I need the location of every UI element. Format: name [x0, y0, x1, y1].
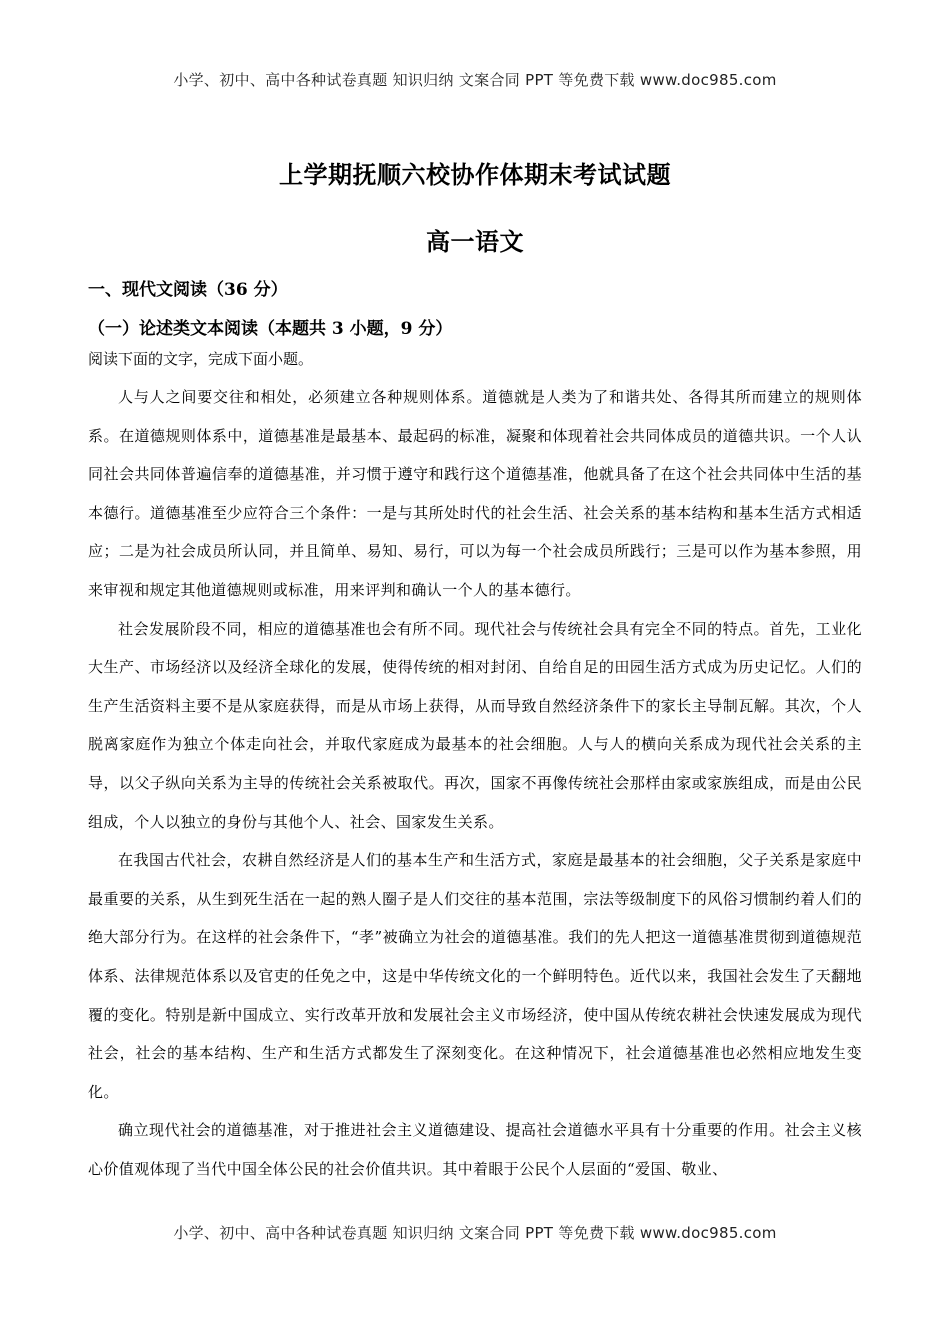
section-heading-part1-sub1: （一）论述类文本阅读（本题共 3 小题，9 分）	[88, 319, 453, 339]
reading-instruction: 阅读下面的文字，完成下面小题。	[88, 350, 314, 368]
subject-title: 高一语文	[426, 227, 524, 256]
footer-watermark: 小学、初中、高中各种试卷真题 知识归纳 文案合同 PPT 等免费下载 www.doc985.com	[173, 1224, 777, 1242]
reading-passage	[88, 378, 862, 1188]
passage-paragraph: 人与人之间要交往和相处，必须建立各种规则体系。道德就是人类为了和谐共处、各得其所而建立的规则体系。在道德规则体系中，道德基准是最基本、最起码的标准，凝聚和体现着社会共同体成员的道德共识。一个人认同社会共同体普遍信奉的道德基准，并习惯于遵守和践行这个道德基准，他就具备了在这个社会共同体中生活的基本德行。道德基准至少应符合三个条件：一是与其所处时代的社会生活、社会关系的基本结构和基本生活方式相适应；二是为社会成员所认同，并且简单、易知、易行，可以为每一个社会成员所践行；三是可以作为基本参照，用来审视和规定其他道德规则或标准，用来评判和确认一个人的基本德行。	[88, 388, 862, 599]
passage-paragraph: 在我国古代社会，农耕自然经济是人们的基本生产和生活方式，家庭是最基本的社会细胞，父子关系是家庭中最重要的关系，从生到死生活在一起的熟人圈子是人们交往的基本范围，宗法等级制度下的风俗习惯制约着人们的绝大部分行为。在这样的社会条件下，“孝”被确立为社会的道德基准。我们的先人把这一道德基准贯彻到道德规范体系、法律规范体系以及官吏的任免之中，这是中华传统文化的一个鲜明特色。近代以来，我国社会发生了天翻地覆的变化。特别是新中国成立、实行改革开放和发展社会主义市场经济，使中国从传统农耕社会快速发展成为现代社会，社会的基本结构、生产和生活方式都发生了深刻变化。在这种情况下，社会道德基准也必然相应地发生变化。	[88, 851, 862, 1101]
passage-paragraph: 确立现代社会的道德基准，对于推进社会主义道德建设、提高社会道德水平具有十分重要的作用。社会主义核心价值观体现了当代中国全体公民的社会价值共识。其中着眼于公民个人层面的“爱国、敬业、	[88, 1121, 862, 1178]
section-heading-part1: 一、现代文阅读（36 分）	[88, 280, 288, 300]
exam-title: 上学期抚顺六校协作体期末考试试题	[279, 160, 671, 189]
header-watermark: 小学、初中、高中各种试卷真题 知识归纳 文案合同 PPT 等免费下载 www.doc985.com	[173, 71, 777, 89]
passage-paragraph: 社会发展阶段不同，相应的道德基准也会有所不同。现代社会与传统社会具有完全不同的特点。首先，工业化大生产、市场经济以及经济全球化的发展，使得传统的相对封闭、自给自足的田园生活方式成为历史记忆。人们的生产生活资料主要不是从家庭获得，而是从市场上获得，从而导致自然经济条件下的家长主导制瓦解。其次，个人脱离家庭作为独立个体走向社会，并取代家庭成为最基本的社会细胞。人与人的横向关系成为现代社会关系的主导，以父子纵向关系为主导的传统社会关系被取代。再次，国家不再像传统社会那样由家或家族组成，而是由公民组成，个人以独立的身份与其他个人、社会、国家发生关系。	[88, 619, 862, 831]
